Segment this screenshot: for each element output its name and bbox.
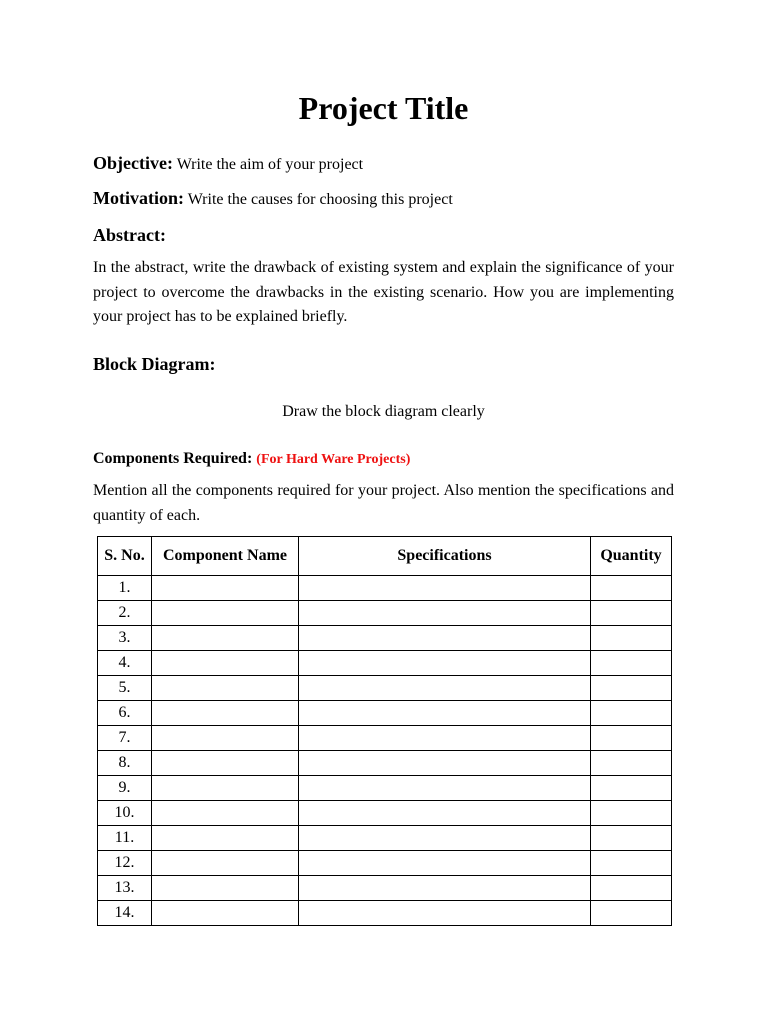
quantity-cell[interactable] <box>591 576 672 601</box>
table-row <box>98 876 672 901</box>
motivation-line <box>93 188 453 210</box>
specifications-cell[interactable] <box>299 901 591 926</box>
quantity-cell[interactable] <box>591 626 672 651</box>
quantity-cell[interactable] <box>591 701 672 726</box>
specifications-cell[interactable] <box>299 801 591 826</box>
quantity-cell[interactable] <box>591 651 672 676</box>
quantity-cell[interactable] <box>591 851 672 876</box>
table-row <box>98 701 672 726</box>
specifications-cell[interactable] <box>299 876 591 901</box>
sno-cell: 13. <box>98 876 152 901</box>
specifications-cell[interactable] <box>299 826 591 851</box>
specifications-cell[interactable] <box>299 776 591 801</box>
sno-cell: 9. <box>98 776 152 801</box>
table-row <box>98 751 672 776</box>
table-row <box>98 776 672 801</box>
components-paragraph: Mention all the components required for your project. Also mention the specifications and quantity of each. <box>93 482 674 524</box>
abstract-paragraph: In the abstract, write the drawback of existing system and explain the significance of your project to overcome the drawbacks in the existing scenario. How you are implementing your project has to be explained briefly. <box>93 259 674 325</box>
objective-line <box>93 153 363 175</box>
quantity-cell[interactable] <box>591 826 672 851</box>
objective-text: Write the aim of your project <box>176 156 364 173</box>
sno-cell: 10. <box>98 801 152 826</box>
sno-cell: 1. <box>98 576 152 601</box>
components-table <box>97 536 672 926</box>
component-name-cell[interactable] <box>152 851 299 876</box>
component-name-cell[interactable] <box>152 876 299 901</box>
block-diagram-instruction: Draw the block diagram clearly <box>282 403 485 420</box>
sno-cell: 11. <box>98 826 152 851</box>
specifications-cell[interactable] <box>299 601 591 626</box>
components-heading <box>93 449 410 470</box>
component-name-cell[interactable] <box>152 601 299 626</box>
column-header-quantity: Quantity <box>591 537 672 576</box>
specifications-cell[interactable] <box>299 851 591 876</box>
component-name-cell[interactable] <box>152 776 299 801</box>
column-header-specifications: Specifications <box>299 537 591 576</box>
sno-cell: 4. <box>98 651 152 676</box>
quantity-cell[interactable] <box>591 776 672 801</box>
component-name-cell[interactable] <box>152 751 299 776</box>
quantity-cell[interactable] <box>591 751 672 776</box>
table-row <box>98 726 672 751</box>
quantity-cell[interactable] <box>591 801 672 826</box>
quantity-cell[interactable] <box>591 901 672 926</box>
component-name-cell[interactable] <box>152 701 299 726</box>
component-name-cell[interactable] <box>152 626 299 651</box>
component-name-cell[interactable] <box>152 576 299 601</box>
quantity-cell[interactable] <box>591 676 672 701</box>
column-header-component-name: Component Name <box>152 537 299 576</box>
block-diagram-heading: Block Diagram: <box>93 354 216 374</box>
table-row <box>98 576 672 601</box>
table-row <box>98 676 672 701</box>
abstract-heading: Abstract: <box>93 225 166 245</box>
hardware-note: (For Hard Ware Projects) <box>256 452 411 467</box>
table-row <box>98 601 672 626</box>
component-name-cell[interactable] <box>152 726 299 751</box>
page-title: Project Title <box>298 90 469 126</box>
table-row <box>98 826 672 851</box>
motivation-label: Motivation: <box>93 188 184 208</box>
component-name-cell[interactable] <box>152 801 299 826</box>
table-row <box>98 901 672 926</box>
column-header-sno: S. No. <box>98 537 152 576</box>
component-name-cell[interactable] <box>152 826 299 851</box>
sno-cell: 7. <box>98 726 152 751</box>
sno-cell: 8. <box>98 751 152 776</box>
component-name-cell[interactable] <box>152 676 299 701</box>
table-row <box>98 651 672 676</box>
specifications-cell[interactable] <box>299 701 591 726</box>
specifications-cell[interactable] <box>299 676 591 701</box>
specifications-cell[interactable] <box>299 651 591 676</box>
table-row <box>98 851 672 876</box>
specifications-cell[interactable] <box>299 726 591 751</box>
sno-cell: 5. <box>98 676 152 701</box>
motivation-text: Write the causes for choosing this project <box>187 191 453 208</box>
sno-cell: 14. <box>98 901 152 926</box>
specifications-cell[interactable] <box>299 626 591 651</box>
sno-cell: 6. <box>98 701 152 726</box>
quantity-cell[interactable] <box>591 726 672 751</box>
specifications-cell[interactable] <box>299 751 591 776</box>
components-heading-label: Components Required: <box>93 450 253 467</box>
quantity-cell[interactable] <box>591 876 672 901</box>
sno-cell: 2. <box>98 601 152 626</box>
sno-cell: 3. <box>98 626 152 651</box>
quantity-cell[interactable] <box>591 601 672 626</box>
component-name-cell[interactable] <box>152 901 299 926</box>
specifications-cell[interactable] <box>299 576 591 601</box>
component-name-cell[interactable] <box>152 651 299 676</box>
sno-cell: 12. <box>98 851 152 876</box>
table-header-row <box>98 537 672 576</box>
table-row <box>98 626 672 651</box>
components-table-body <box>98 576 672 926</box>
objective-label: Objective: <box>93 153 173 173</box>
table-row <box>98 801 672 826</box>
